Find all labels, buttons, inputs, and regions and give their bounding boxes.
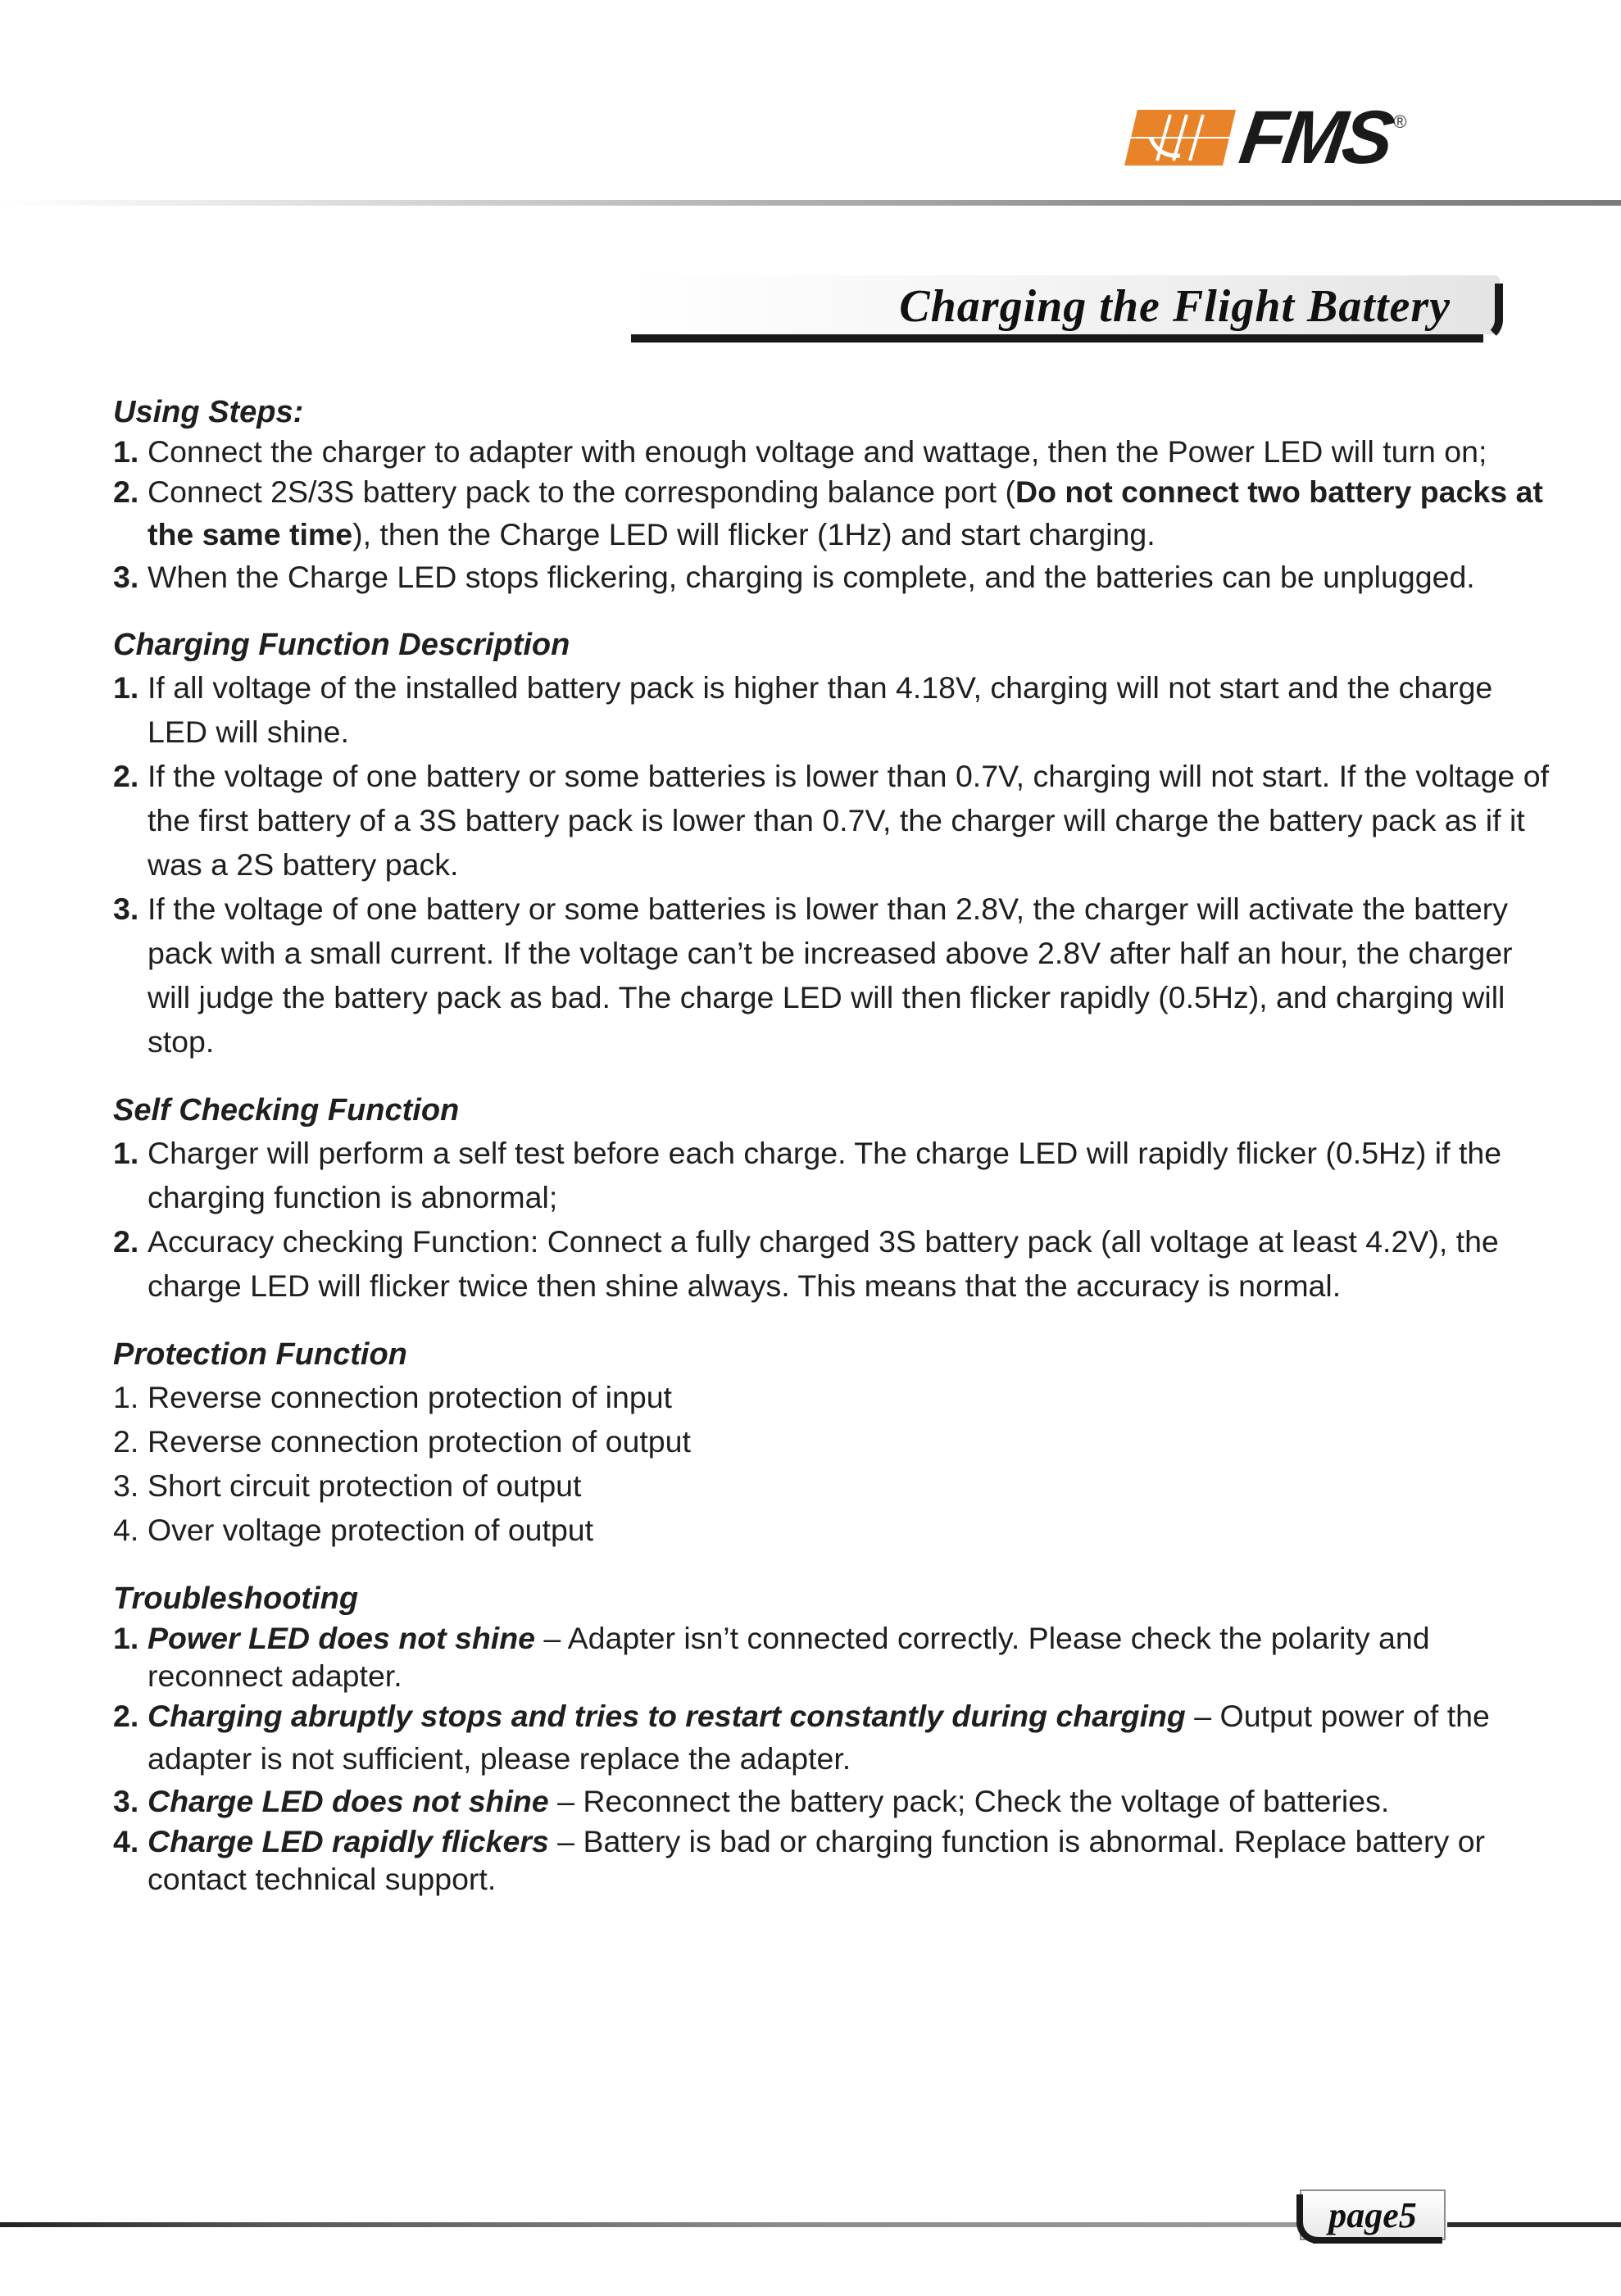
header-divider [0, 200, 1621, 206]
section-heading: Protection Function [113, 1337, 407, 1372]
footer-divider-right [1447, 2222, 1621, 2227]
list-item: 1. Charger will perform a self test before each charge. The charge LED will rapidly flicker (0.5Hz) if the charging function is abnormal; [113, 1136, 1502, 1214]
warning-text: Do not connect two battery packs [1015, 474, 1508, 509]
page-number-tab [1296, 2189, 1449, 2244]
solution-text: – Output power of the adapter is not sufficient, please replace the adapter. [148, 1699, 1490, 1776]
list-item: 1. Power LED does not shine – Adapter isn’t connected correctly. Please check the polarity and reconnect adapter. [113, 1621, 1430, 1693]
list-item: 1. Connect the charger to adapter with enough voltage and wattage, then the Power LED will turn on; [113, 434, 1487, 469]
list-item: 4. Over voltage protection of output [113, 1513, 594, 1547]
list-item: 3. Charge LED does not shine – Reconnect the battery pack; Check the voltage of batteries. [113, 1784, 1390, 1818]
section-using-steps [113, 392, 1555, 598]
document-body [113, 392, 1555, 1924]
solution-text: – Reconnect the battery pack; Check the voltage of batteries. [548, 1784, 1390, 1818]
list-item: 2. Connect 2S/3S battery pack to the corresponding balance port (Do not connect two battery packs at the same time), then the Charge LED will flicker (1Hz) and start charging. [113, 474, 1543, 551]
fms-logo [1123, 96, 1407, 179]
list-item: 4. Charge LED rapidly flickers – Battery is bad or charging function is abnormal. Replace battery or contact technical support. [113, 1824, 1486, 1896]
section-heading: Charging Function Description [113, 628, 570, 662]
problem-text: Charge LED rapidly flickers [148, 1824, 549, 1858]
list-item: 2. If the voltage of one battery or some batteries is lower than 0.7V, charging will not start. If the voltage of the first battery of a 3S battery pack is lower than 0.7V, the charger will charge the battery pack as if it was a 2S battery pack. [113, 759, 1549, 882]
section-protection [113, 1334, 1555, 1552]
page-title: Charging the Flight Battery [899, 281, 1451, 332]
list-item: 1. If all voltage of the installed battery pack is higher than 4.18V, charging will not start and the charge LED will shine. [113, 670, 1493, 749]
list-item: 2. Reverse connection protection of output [113, 1424, 691, 1459]
problem-text: Charge LED does not shine [148, 1784, 549, 1818]
list-item: 3. Short circuit protection of output [113, 1468, 582, 1503]
registered-mark: ® [1393, 111, 1407, 132]
section-self-checking [113, 1090, 1555, 1308]
fms-wing-logo-icon [1123, 108, 1237, 167]
list-item: 3. If the voltage of one battery or some batteries is lower than 2.8V, the charger will activate the battery pack with a small current. If the voltage can’t be increased above 2.8V after half an hour, the charger will judge the battery pack as bad. The charge LED will then flicker rapidly (0.5Hz), and charging will stop. [113, 892, 1513, 1059]
section-heading: Using Steps: [113, 395, 304, 429]
section-troubleshooting [113, 1578, 1555, 1898]
list-item: 2. Charging abruptly stops and tries to restart constantly during charging – Output power of the adapter is not sufficient, please replace the adapter. [113, 1699, 1490, 1776]
section-heading: Troubleshooting [113, 1581, 359, 1616]
solution-text: – Adapter isn’t connected correctly. Please check the polarity and reconnect adapter. [148, 1621, 1430, 1693]
solution-text: – Battery is bad or charging function is abnormal. Replace battery or contact technical support. [148, 1824, 1486, 1896]
section-charging-function [113, 624, 1555, 1064]
list-item: 2. Accuracy checking Function: Connect a fully charged 3S battery pack (all voltage at least 4.2V), the charge LED will flicker twice then shine always. This means that the accuracy is normal. [113, 1224, 1499, 1303]
section-heading: Self Checking Function [113, 1093, 460, 1128]
list-item: 1. Reverse connection protection of input [113, 1380, 672, 1414]
problem-text: Power LED does not shine [148, 1621, 535, 1655]
brand-name: FMS [1234, 96, 1396, 179]
footer-divider-left [0, 2222, 1297, 2227]
title-banner [631, 275, 1508, 346]
page-number: page5 [1328, 2195, 1417, 2235]
problem-text: Charging abruptly stops and tries to restart constantly during charging [148, 1699, 1186, 1733]
list-item: 3. When the Charge LED stops flickering, charging is complete, and the batteries can be unplugged. [113, 560, 1475, 594]
